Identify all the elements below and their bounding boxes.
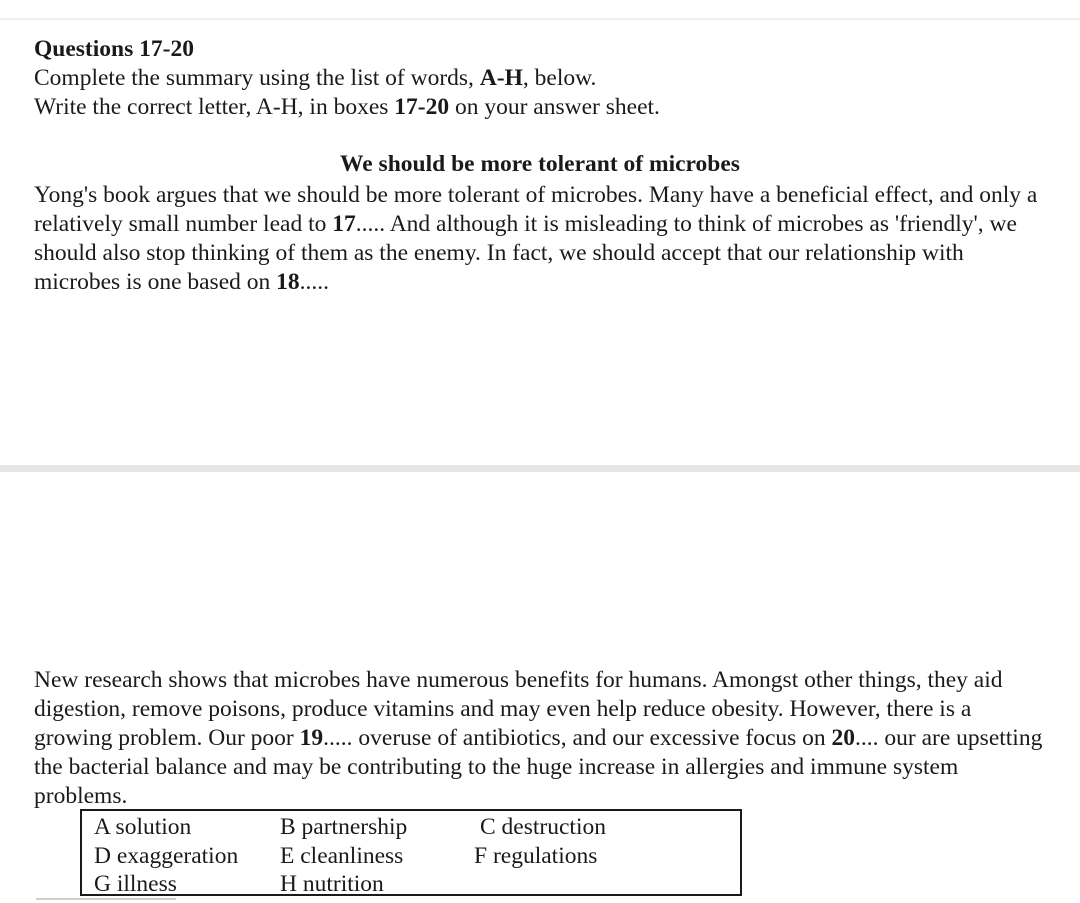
- gap-17-number: 17: [332, 211, 356, 237]
- research-paragraph: [34, 666, 1054, 811]
- summary-title-text: We should be more tolerant of microbes: [340, 151, 740, 177]
- instruction-line-1: [34, 64, 596, 93]
- gap-20-number: 20: [831, 725, 856, 751]
- gap-19-number: 19: [299, 725, 324, 751]
- word-option-e: E cleanliness: [280, 843, 404, 869]
- research-text-1: New research shows that microbes have numerous benefits for humans. Amongst other things, they aid digestion, remove poisons, produce vitamins and may even help reduce obesity. However, there is a growing problem. Our poor: [34, 667, 1003, 751]
- instruction-line-2: [34, 93, 660, 122]
- instruction-line-1-suffix: , below.: [522, 65, 597, 91]
- word-option-f: F regulations: [474, 843, 598, 869]
- word-option-g: G illness: [94, 871, 177, 897]
- word-option-d: D exaggeration: [94, 843, 239, 869]
- summary-paragraph: [34, 181, 1044, 297]
- instruction-line-2-prefix: Write the correct letter, A-H, in boxes: [34, 94, 395, 120]
- research-text-3: .... our are upsetting the bacterial balance and may be contributing to the huge increase in allergies and immune system problems.: [34, 725, 1043, 809]
- research-text-2: ..... overuse of antibiotics, and our excessive focus on: [323, 725, 832, 751]
- summary-text-1: Yong's book argues that we should be more tolerant of microbes. Many have a beneficial effect, and only a relatively small number lead to: [34, 182, 1038, 237]
- summary-text-2: ..... And although it is misleading to think of microbes as 'friendly', we should also stop thinking of them as the enemy. In fact, we should accept that our relationship with microbes is one based on: [34, 211, 1017, 295]
- gap-18-number: 18: [276, 269, 300, 295]
- instruction-line-1-bold: A-H: [479, 65, 523, 91]
- instruction-line-2-suffix: on your answer sheet.: [449, 94, 660, 120]
- instruction-line-1-prefix: Complete the summary using the list of words,: [34, 65, 480, 91]
- word-option-b: B partnership: [280, 814, 408, 840]
- word-option-c: C destruction: [480, 814, 606, 840]
- summary-title: [0, 150, 1080, 179]
- top-divider: [0, 18, 1080, 20]
- word-option-a: A solution: [94, 814, 192, 840]
- instruction-line-2-bold: 17-20: [394, 94, 450, 120]
- questions-title: Questions 17-20: [34, 36, 194, 62]
- bottom-fragment-line: [36, 898, 176, 900]
- summary-text-3: .....: [299, 269, 330, 295]
- page-divider: [0, 465, 1080, 472]
- word-option-h: H nutrition: [280, 871, 384, 897]
- word-list-box: [80, 809, 742, 896]
